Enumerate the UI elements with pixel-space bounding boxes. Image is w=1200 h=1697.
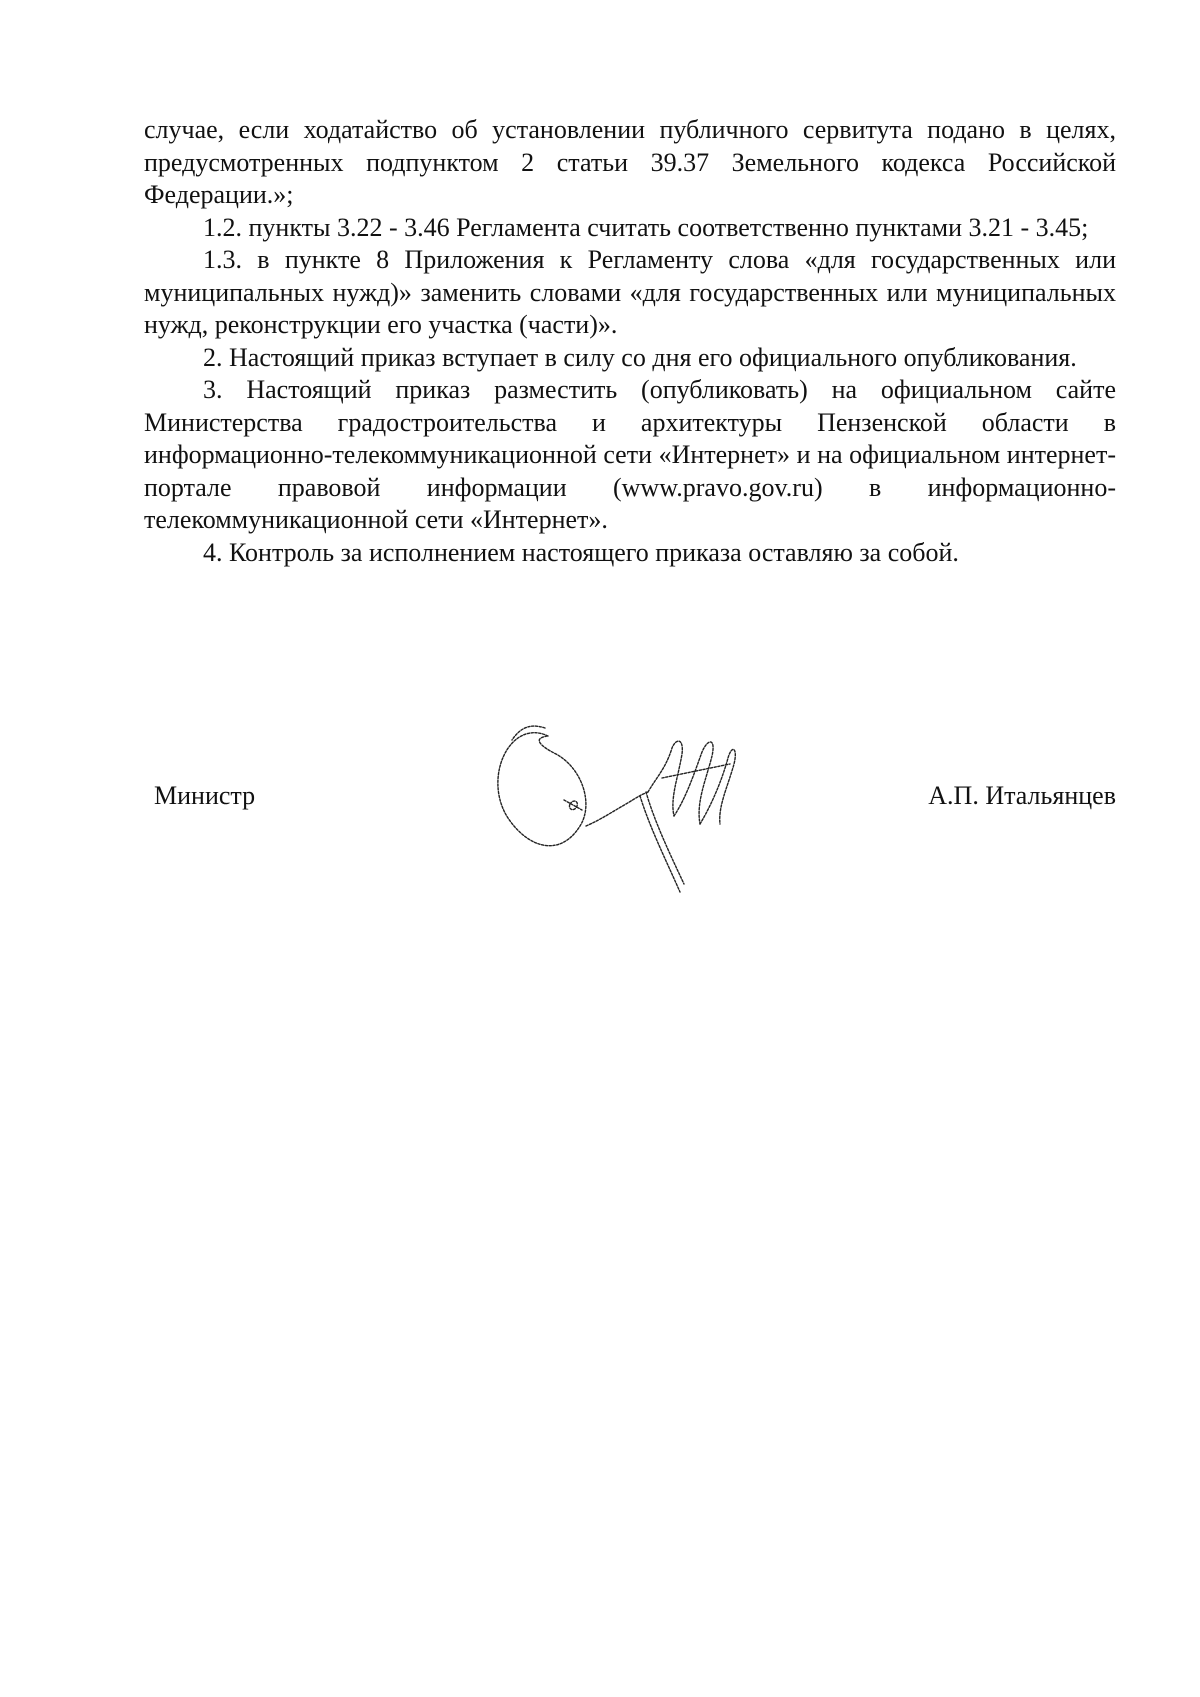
paragraph-1-2: 1.2. пункты 3.22 - 3.46 Регламента считать соответственно пунктами 3.21 - 3.45; — [203, 212, 1089, 242]
paragraph-4: 4. Контроль за исполнением настоящего приказа оставляю за собой. — [203, 537, 959, 567]
paragraph-1-3: 1.3. в пункте 8 Приложения к Регламенту слова «для государственных или муниципальных нужд)» заменить словами «для государственных или муниципальных нужд, реконструкции его участка (части)». — [144, 245, 1116, 339]
paragraph-continuation: случае, если ходатайство об установлении публичного сервитута подано в целях, предусмотренных подпунктом 2 статьи 39.37 Земельного кодекса Российской Федерации.»; — [144, 115, 1116, 209]
signatory-name: А.П. Итальянцев — [928, 781, 1116, 810]
paragraph-2: 2. Настоящий приказ вступает в силу со дня его официального опубликования. — [203, 342, 1077, 372]
document-body — [144, 114, 1116, 569]
handwritten-signature-icon — [490, 708, 770, 898]
paragraph-3: 3. Настоящий приказ разместить (опубликовать) на официальном сайте Министерства градостроительства и архитектуры Пензенской области в информационно-телекоммуникационной сети «Интернет» и на официальном интернет-портале правовой информации (www.pravo.gov.ru) в информационно-телекоммуникационной сети «Интернет». — [144, 375, 1116, 534]
signatory-position: Министр — [154, 781, 256, 810]
